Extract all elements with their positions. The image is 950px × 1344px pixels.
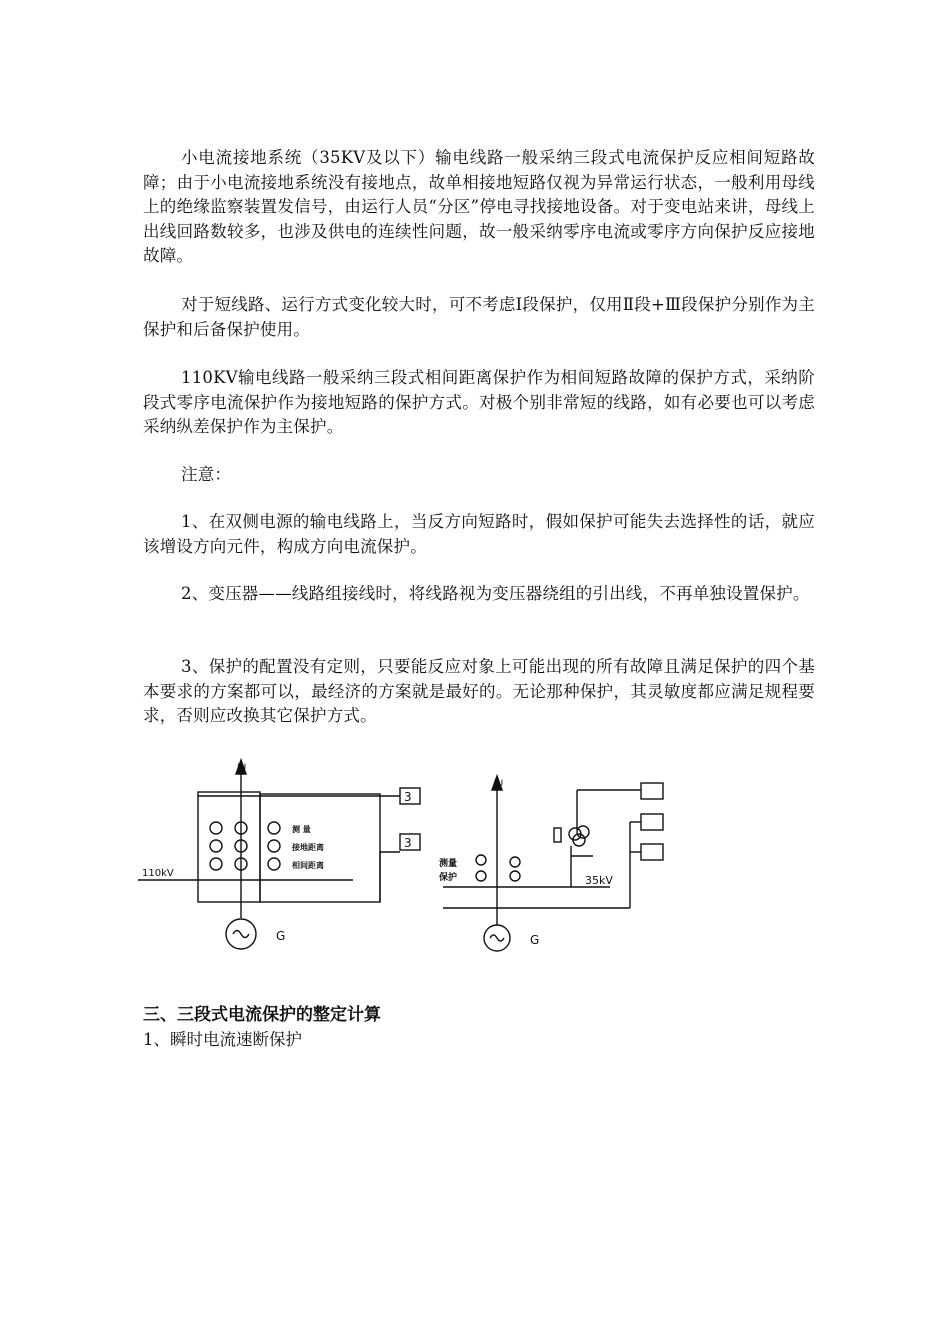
paragraph-note-1: 1、在双侧电源的输电线路上，当反方向短路时，假如保护可能失去选择性的话，就应该增设方向元件，构成方向电流保护。	[143, 512, 815, 556]
right-generator-label: G	[530, 933, 540, 947]
right-bus-label: 35kV	[585, 874, 613, 887]
paragraph-note-label: 注意：	[181, 465, 232, 484]
diagram-110kv-protection	[138, 752, 438, 962]
relay-label-measure: 测 量	[292, 825, 311, 834]
subheading-instant-overcurrent: 1、瞬时电流速断保护	[143, 1030, 302, 1049]
left-bus-label: 110kV	[142, 868, 174, 879]
paragraph-small-current-grounding: 小电流接地系统（35KV及以下）输电线路一般采纳三段式电流保护反应相间短路故障；由于小电流接地系统没有接地点，故单相接地短路仅视为异常运行状态，一般利用母线上的绝缘监察装置发信号，由运行人员“分区”停电寻找接地设备。对于变电站来讲，母线上出线回路数较多，也涉及供电的连续性问题，故一般采纳零序电流或零序方向保护反应接地故障。	[143, 148, 815, 265]
relay-label-phase-distance: 相间距离	[292, 861, 324, 870]
relay-3-lower: 3	[404, 836, 412, 850]
paragraph-110kv-line: 110KV输电线路一般采纳三段式相间距离保护作为相间短路故障的保护方式，采纳阶段式零序电流保护作为接地短路的保护方式。对极个别非常短的线路，如有必要也可以考虑采纳纵差保护作为主保护。	[143, 368, 815, 436]
left-arrow-label: IU	[237, 763, 247, 773]
paragraph-note-3: 3、保护的配置没有定则，只要能反应对象上可能出现的所有故障且满足保护的四个基本要求的方案都可以，最经济的方案就是最好的。无论那种保护，其灵敏度都应满足规程要求，否则应改换其它保护方式。	[143, 657, 815, 725]
paragraph-note-2: 2、变压器——线路组接线时，将线路视为变压器绕组的引出线，不再单独设置保护。	[181, 584, 810, 603]
right-label-protect: 保护	[439, 873, 458, 883]
paragraph-short-line: 对于短线路、运行方式变化较大时，可不考虑Ⅰ段保护，仅用Ⅱ段+Ⅲ段保护分别作为主保护和后备保护使用。	[143, 295, 815, 339]
left-generator-label: G	[276, 929, 286, 943]
relay-label-ground-distance: 接地距离	[292, 843, 324, 852]
right-label-measure: 测量	[439, 859, 458, 869]
right-arrow-label: IU	[494, 779, 504, 789]
diagram-35kv-protection	[435, 770, 675, 960]
relay-3-upper: 3	[404, 790, 412, 804]
section-heading: 三、三段式电流保护的整定计算	[143, 1005, 381, 1025]
